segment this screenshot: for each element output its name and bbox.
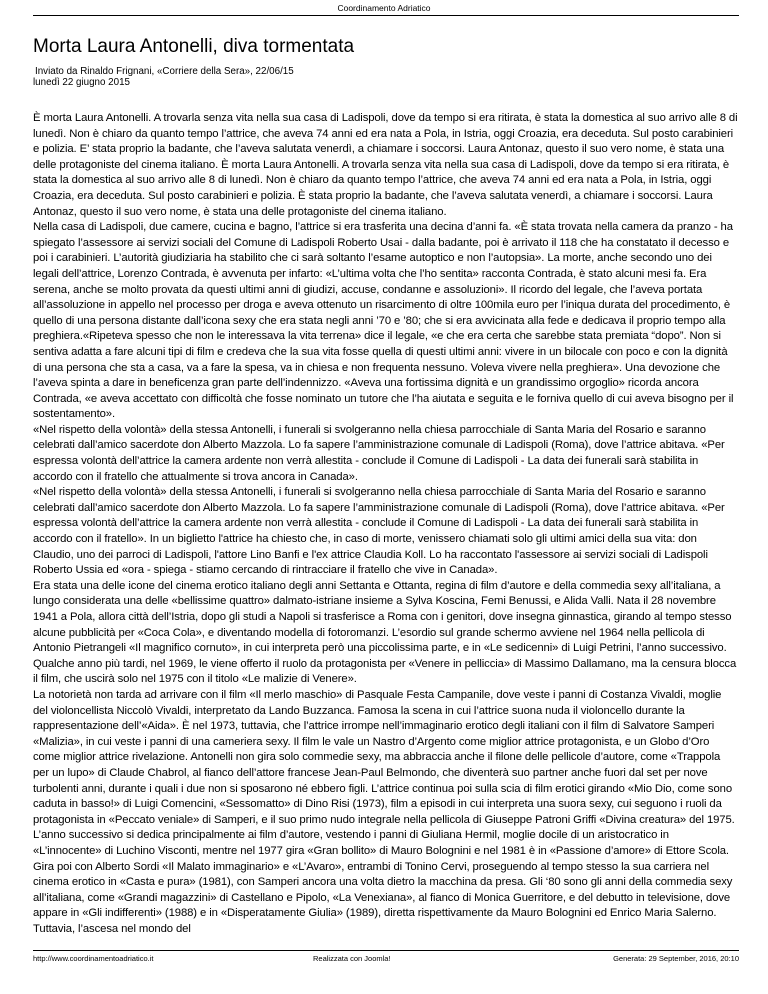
article-paragraph: È morta Laura Antonelli. A trovarla senza vita nella sua casa di Ladispoli, dove da tempo si era ritirata, è stata la domestica al suo arrivo alle 8 di lunedì. Non è chiaro da quanto tempo l’attrice, che aveva 74 anni ed era nata a Pola, in Istria, oggi Croazia, era deceduta. Sul posto carabinieri e polizia. E’ stata proprio la badante, che l’aveva salutata venerdì, a chiamare i soccorsi. Laura Antonaz, questo il suo vero nome, è stata una delle protagoniste del cinema italiano. È morta Laura Antonelli. A trovarla senza vita nella sua casa di Ladispoli, dove da tempo si era ritirata, è stata la domestica al suo arrivo alle 8 di lunedì. Non è chiaro da quanto tempo l’attrice, che aveva 74 anni ed era nata a Pola, in Istria, oggi Croazia, era deceduta. Sul posto carabinieri e polizia. È stata proprio la badante, che l’aveva salutata venerdì, a chiamare i soccorsi. Laura Antonaz, questo il suo vero nome, è stata una delle protagoniste del cinema italiano. [33, 112, 738, 218]
article-date: lunedì 22 giugno 2015 [33, 77, 130, 88]
article-paragraph: «Nel rispetto della volontà» della stessa Antonelli, i funerali si svolgeranno nella chiesa parrocchiale di Santa Maria del Rosario e saranno celebrati dall’amico sacerdote don Alberto Mazzola. Lo fa sapere l’amministrazione comunale di Ladispoli (Roma), dove l’attrice abitava. «Per espressa volontà dell’attrice la camera ardente non verrà allestita - conclude il Comune di Ladispoli - La data dei funerali sarà stabilita in accordo con il fratello». In un biglietto l'attrice ha chiesto che, in caso di morte, venissero chiamati solo gli ultimi amici della sua vita: don Claudio, uno dei parroci di Ladispoli, l'attore Lino Banfi e l'ex attrice Claudia Koll. Lo ha raccontato l'assessore ai servizi sociali di Ladispoli Roberto Ussia ed «ora - spiega - stiamo cercando di rintracciare il fratello che vive in Canada». [33, 486, 725, 577]
article-meta [33, 66, 739, 88]
article-paragraph: «Nel rispetto della volontà» della stessa Antonelli, i funerali si svolgeranno nella chiesa parrocchiale di Santa Maria del Rosario e saranno celebrati dall’amico sacerdote don Alberto Mazzola. Lo fa sapere l’amministrazione comunale di Ladispoli (Roma), dove l’attrice abitava. «Per espressa volontà dell’attrice la camera ardente non verrà allestita - conclude il Comune di Ladispoli - La data dei funerali sarà stabilita in accordo con il fratello che attualmente si trova ancora in Canada». [33, 423, 725, 483]
footer-divider [33, 950, 739, 951]
article-body [33, 111, 739, 937]
article-paragraph: La notorietà non tarda ad arrivare con il film «Il merlo maschio» di Pasquale Festa Campanile, dove veste i panni di Costanza Vivaldi, moglie del violoncellista Niccolò Vivaldi, interpretato da Lando Buzzanca. Famosa la scena in cui l’attrice suona nuda il violoncello durante la rappresentazione dell’«Aida». È nel 1973, tuttavia, che l’attrice irrompe nell’immaginario erotico degli italiani con il film di Salvatore Samperi «Malizia», in cui veste i panni di una cameriera sexy. Il film le vale un Nastro d’Argento come miglior attrice protagonista, e un Globo d’Oro come miglior attrice rivelazione. Antonelli non gira solo commedie sexy, ma abbraccia anche il filone delle pellicole d’autore, come «Trappola per un lupo» di Claude Chabrol, al fianco dell’attore francese Jean-Paul Belmondo, che diventerà suo partner anche fuori dal set per nove turbolenti anni, durante i quali i due non si sposarono né ebbero figli. L’attrice continua poi sulla scia di film erotici girando «Mio Dio, come sono caduta in basso!» di Luigi Comencini, «Sessomatto» di Dino Risi (1973), film a episodi in cui interpreta una suora sexy, cui seguono i ruoli da protagonista in «Peccato veniale» di Samperi, e il suo primo nudo integrale nella pellicola di Giuseppe Patroni Griffi «Divina creatura» del 1975. L’anno successivo si dedica principalmente ai film d’autore, vestendo i panni di Giuliana Hermil, moglie docile di un aristocratico in «L’innocente» di Luchino Visconti, mentre nel 1977 gira «Gran bollito» di Mauro Bolognini e nel 1981 è in «Passione d’amore» di Ettore Scola. Gira poi con Alberto Sordi «Il Malato immaginario» e «L’Avaro», entrambi di Tonino Cervi, proseguendo al tempo stesso la sua carriera nel cinema erotico in «Casta e pura» (1981), con Samperi ancora una volta dietro la macchina da presa. Gli ‘80 sono gli anni della commedia sexy all’italiana, come «Grandi magazzini» di Castellano e Pipolo, «La Venexiana», al fianco di Monica Guerritore, e del debutto in televisione, dove appare in «Gli indifferenti» (1988) e in «Disperatamente Giulia» (1989), diretta rispettivamente da Mauro Bolognini ed Enrico Maria Salerno. Tuttavia, l’ascesa nel mondo del [33, 688, 735, 935]
header-divider [33, 15, 739, 16]
article-byline: Inviato da Rinaldo Frignani, «Corriere della Sera», 22/06/15 [35, 66, 294, 77]
footer-credit: Realizzata con Joomla! [313, 954, 391, 963]
article-paragraph: Era stata una delle icone del cinema erotico italiano degli anni Settanta e Ottanta, regina di film d’autore e della commedia sexy all’italiana, a lungo considerata una delle «bellissime quattro» dalmato-istriane insieme a Sylva Koscina, Femi Benussi, e Alida Valli. Nata il 28 novembre 1941 a Pola, allora città dell’Istria, dopo gli studi a Napoli si trasferisce a Roma con i genitori, dove insegna ginnastica, girando al tempo stesso alcune pubblicità per «Coca Cola», e diventando modella di fotoromanzi. L’esordio sul grande schermo avviene nel 1964 nella pellicola di Antonio Pietrangeli «Il magnifico cornuto», in cui interpreta però una piccolissima parte, e in «Le sedicenni» di Luigi Petrini, l’anno successivo. Qualche anno più tardi, nel 1969, le viene offerto il ruolo da protagonista per «Venere in pelliccia» di Massimo Dallamano, ma la censura blocca il film, che uscirà solo nel 1975 con il titolo «Le malizie di Venere». [33, 579, 737, 686]
footer-generated-date: Generata: 29 September, 2016, 20:10 [613, 954, 739, 963]
site-name-header: Coordinamento Adriatico [337, 3, 431, 13]
footer-site-url[interactable]: http://www.coordinamentoadriatico.it [33, 954, 154, 963]
article-paragraph: Nella casa di Ladispoli, due camere, cucina e bagno, l’attrice si era trasferita una decina d’anni fa. «È stata trovata nella camera da pranzo - ha spiegato l’assessore ai servizi sociali del Comune di Ladispoli Roberto Usai - dalla badante, poi è arrivato il 118 che ha constatato il decesso e poi i carabinieri. L’autorità giudiziaria ha stabilito che ci sarà soltanto l’esame autoptico e non l’autopsia». La morte, anche secondo uno dei legali dell’attrice, Lorenzo Contrada, è avvenuta per infarto: «L’ultima volta che l’ho sentita» racconta Contrada, è stato alcuni mesi fa. Era serena, anche se molto provata da questi ultimi anni di giudizi, accuse, condanne e assoluzioni». Il ricordo del legale, che l’aveva portata all’assoluzione in appello nel processo per droga e aveva ottenuto un risarcimento di oltre 100mila euro per l’iniqua durata del procedimento, è quello di una persona distante dall’icona sexy che era stata negli anni ’70 e ’80; che si era avvicinata alla fede e dedicava il proprio tempo alla preghiera.«Ripeteva spesso che non le interessava la vita terrena» dice il legale, «e che era certa che sarebbe stata premiata “dopo”. Non si sentiva adatta a fare alcuni tipi di film e credeva che la sua vita fosse quella di questi ultimi anni: vivere in un bilocale con poco e con la dignità di una persona che sta a casa, va a fare la spesa, va in chiesa e non frequenta nessuno. Voleva vivere nella preghiera». Una devozione che l’aveva spinta a dare in beneficenza gran parte dell’indennizzo. «Aveva una fortissima dignità e un grandissimo orgoglio» ricorda ancora Contrada, «e aveva accettato con difficoltà che fosse nominato un tutore che l’ha aiutata e seguita e le forniva quello di cui aveva bisogno per il sostentamento». [33, 221, 734, 421]
article-title: Morta Laura Antonelli, diva tormentata [33, 36, 355, 57]
